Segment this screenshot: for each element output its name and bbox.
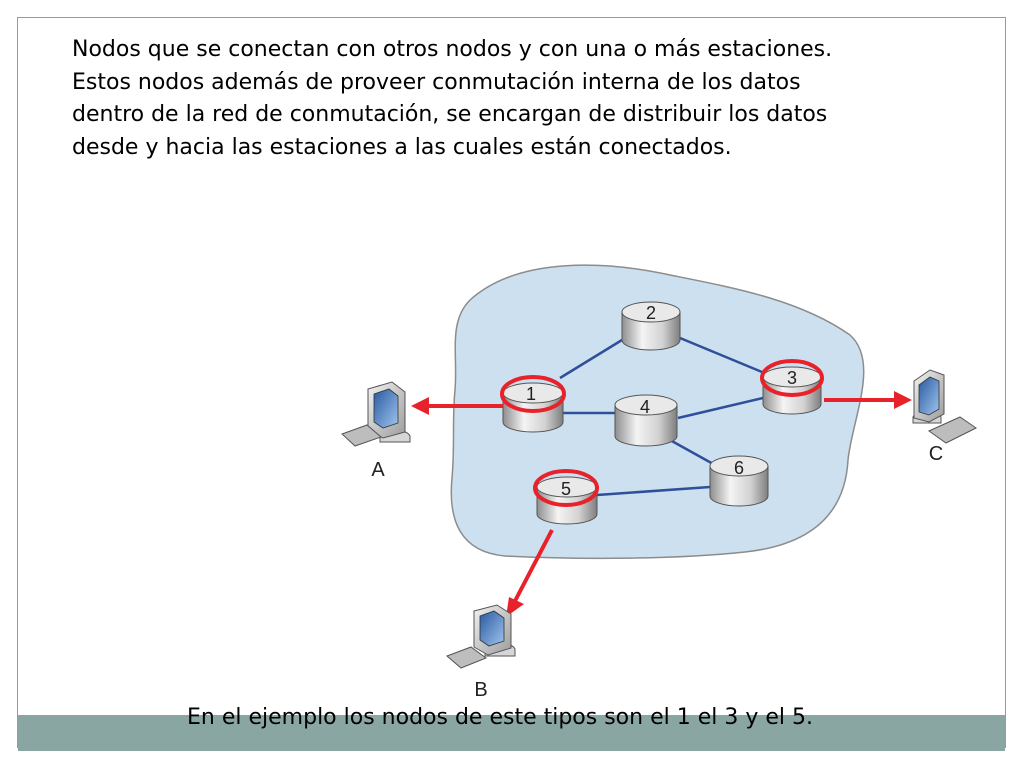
node-4-label: 4 xyxy=(639,397,651,417)
intro-line-4: desde y hacia las estaciones a las cuales están conectados. xyxy=(72,134,732,160)
arrow-head-C xyxy=(894,391,912,409)
station-b xyxy=(447,605,515,701)
arrow-head-A xyxy=(411,397,429,415)
node-2-label: 2 xyxy=(645,303,657,323)
node-2 xyxy=(622,302,680,350)
station-a xyxy=(342,382,410,481)
node-6-label: 6 xyxy=(733,458,745,478)
node-6 xyxy=(710,456,768,506)
node-4 xyxy=(615,395,677,446)
node-1-label: 1 xyxy=(525,384,537,404)
intro-line-2: Estos nodos además de proveer conmutación interna de los datos xyxy=(72,69,801,95)
node-5-label: 5 xyxy=(560,479,572,499)
caption: En el ejemplo los nodos de este tipos son el 1 el 3 y el 5. xyxy=(187,705,813,730)
intro-line-3: dentro de la red de conmutación, se encargan de distribuir los datos xyxy=(72,102,828,127)
intro-line-1: Nodos que se conectan con otros nodos y con una o más estaciones. xyxy=(72,37,833,62)
station-c xyxy=(913,370,976,465)
station-a-label: A xyxy=(371,459,385,481)
station-b-label: B xyxy=(474,679,488,701)
station-c-label: C xyxy=(928,443,944,465)
node-3-label: 3 xyxy=(786,368,798,388)
